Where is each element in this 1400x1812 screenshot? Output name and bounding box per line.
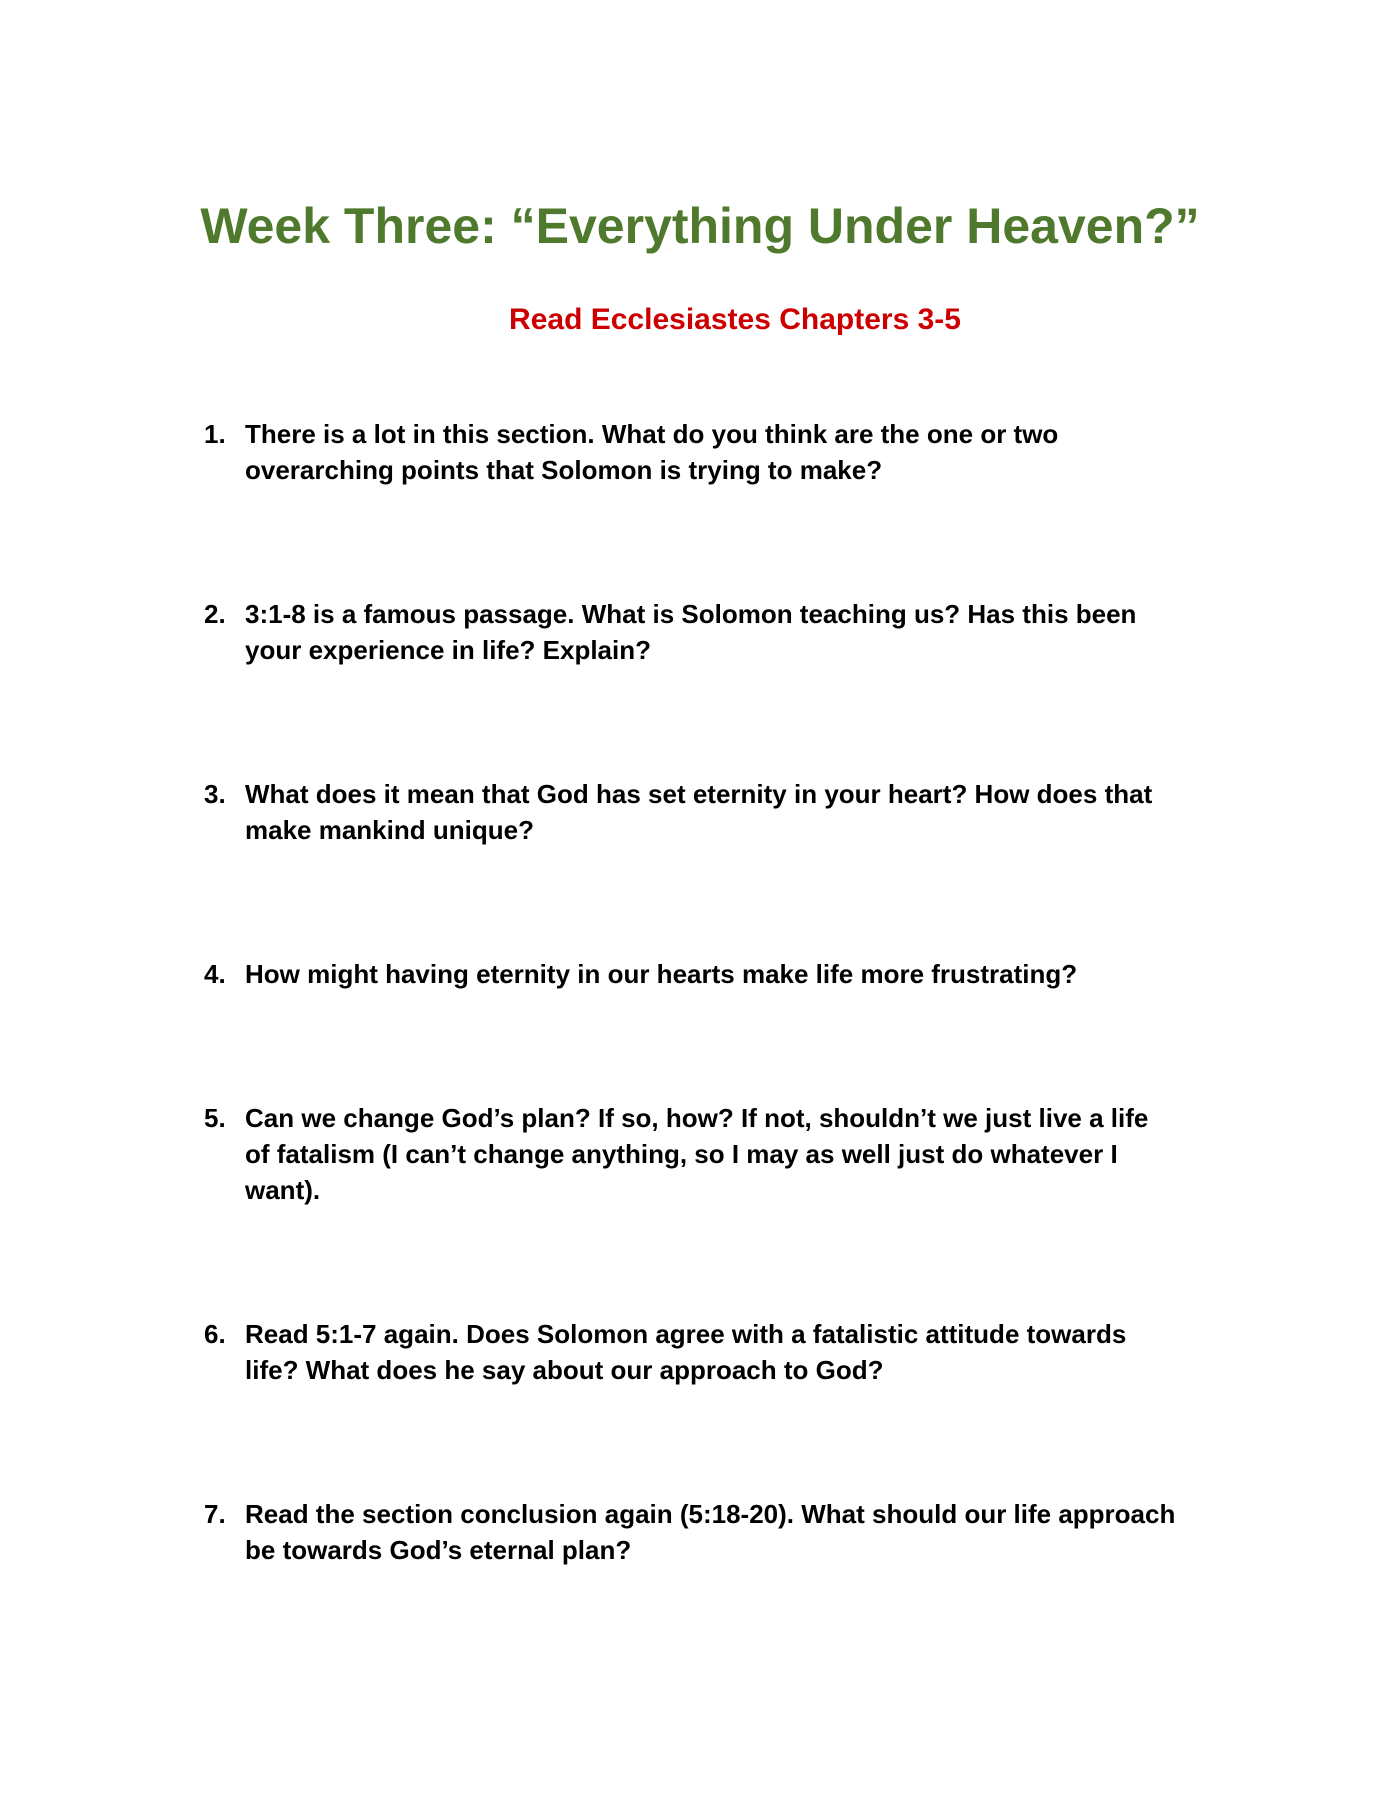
question-item — [204, 956, 1224, 992]
question-text: How might having eternity in our hearts make life more frustrating? — [245, 959, 1078, 989]
page-title: Week Three: “Everything Under Heaven?” — [200, 198, 1200, 254]
question-number: 6. — [204, 1319, 226, 1349]
question-item — [204, 1496, 1224, 1568]
question-text: 3:1-8 is a famous passage. What is Solomon teaching us? Has this been your experience in life? Explain? — [245, 599, 1137, 665]
question-item — [204, 416, 1224, 488]
question-text: Read 5:1-7 again. Does Solomon agree with a fatalistic attitude towards life? What does he say about our approach to God? — [245, 1319, 1127, 1385]
question-item — [204, 776, 1224, 848]
question-item — [204, 1316, 1224, 1388]
question-number: 4. — [204, 959, 226, 989]
question-item — [204, 596, 1224, 668]
question-text: Read the section conclusion again (5:18-20). What should our life approach be towards God’s eternal plan? — [245, 1499, 1176, 1565]
question-text: There is a lot in this section. What do you think are the one or two overarching points that Solomon is trying to make? — [245, 419, 1059, 485]
question-number: 7. — [204, 1499, 226, 1529]
question-item — [204, 1100, 1224, 1208]
page-subtitle: Read Ecclesiastes Chapters 3-5 — [509, 303, 961, 336]
question-number: 3. — [204, 779, 226, 809]
question-number: 1. — [204, 419, 226, 449]
question-text: Can we change God’s plan? If so, how? If not, shouldn’t we just live a life of fatalism (I can’t change anything, so I may as well just do whatever I want). — [245, 1103, 1149, 1205]
question-text: What does it mean that God has set eternity in your heart? How does that make mankind unique? — [245, 779, 1153, 845]
question-number: 2. — [204, 599, 226, 629]
question-number: 5. — [204, 1103, 226, 1133]
